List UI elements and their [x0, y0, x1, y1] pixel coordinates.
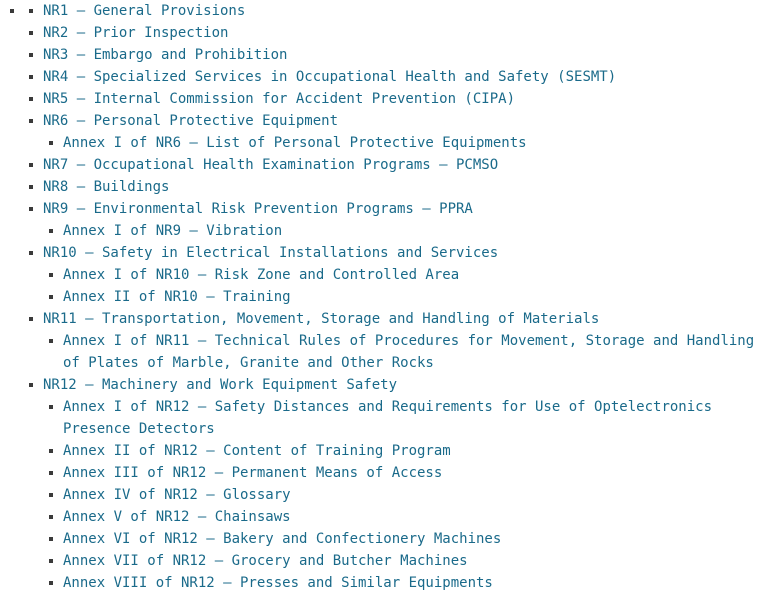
- bullet-icon: [29, 75, 33, 79]
- nr5-link[interactable]: NR5 – Internal Commission for Accident Prevention (CIPA): [43, 91, 516, 107]
- list-item-nr12-annex5: [0, 506, 767, 528]
- bullet-icon: [49, 141, 53, 145]
- list-item-nr1: [0, 0, 767, 22]
- nr9-link[interactable]: NR9 – Environmental Risk Prevention Programs – PPRA: [43, 201, 473, 217]
- bullet-icon: [49, 537, 53, 541]
- bullet-icon: [49, 229, 53, 233]
- bullet-icon: [29, 383, 33, 387]
- nr12-annex8-link[interactable]: Annex VIII of NR12 – Presses and Similar Equipments: [63, 575, 493, 591]
- list-item-nr12: [0, 374, 767, 396]
- list-item-nr12-annex4: [0, 484, 767, 506]
- bullet-icon: [10, 9, 14, 13]
- bullet-icon: [49, 515, 53, 519]
- list-item-nr12-annex3: [0, 462, 767, 484]
- bullet-icon: [29, 185, 33, 189]
- nr6-annex1-link[interactable]: Annex I of NR6 – List of Personal Protective Equipments: [63, 135, 527, 151]
- bullet-icon: [29, 163, 33, 167]
- bullet-icon: [49, 471, 53, 475]
- nr6-link[interactable]: NR6 – Personal Protective Equipment: [43, 113, 339, 129]
- nr12-annex2-link[interactable]: Annex II of NR12 – Content of Training Program: [63, 443, 451, 459]
- list-item-nr8: [0, 176, 767, 198]
- list-item-nr12-annex7: [0, 550, 767, 572]
- list-item-nr2: [0, 22, 767, 44]
- nr12-annex4-link[interactable]: Annex IV of NR12 – Glossary: [63, 487, 291, 503]
- bullet-icon: [49, 405, 53, 409]
- nr3-link[interactable]: NR3 – Embargo and Prohibition: [43, 47, 288, 63]
- nr11-link[interactable]: NR11 – Transportation, Movement, Storage and Handling of Materials: [43, 311, 600, 327]
- list-item-nr10: [0, 242, 767, 264]
- nr11-annex1-link[interactable]: Annex I of NR11 – Technical Rules of Procedures for Movement, Storage and Handling of Plates of Marble, Granite and Other Rocks: [63, 333, 755, 371]
- nr10-link[interactable]: NR10 – Safety in Electrical Installations and Services: [43, 245, 499, 261]
- bullet-icon: [29, 9, 33, 13]
- bullet-icon: [49, 493, 53, 497]
- list-item-nr10-annex2: [0, 286, 767, 308]
- list-item-nr11-annex1: [0, 330, 763, 374]
- list-item-nr6-annex1: [0, 132, 767, 154]
- list-item-nr4: [0, 66, 767, 88]
- list-item-nr12-annex1: [0, 396, 763, 440]
- list-item-nr12-annex2: [0, 440, 767, 462]
- nr12-annex7-link[interactable]: Annex VII of NR12 – Grocery and Butcher Machines: [63, 553, 468, 569]
- nr8-link[interactable]: NR8 – Buildings: [43, 179, 170, 195]
- bullet-icon: [49, 339, 53, 343]
- nr7-link[interactable]: NR7 – Occupational Health Examination Programs – PCMSO: [43, 157, 499, 173]
- list-item-nr9-annex1: [0, 220, 767, 242]
- list-item-nr5: [0, 88, 767, 110]
- nr12-link[interactable]: NR12 – Machinery and Work Equipment Safety: [43, 377, 398, 393]
- nr12-annex3-link[interactable]: Annex III of NR12 – Permanent Means of Access: [63, 465, 443, 481]
- list-item-nr6: [0, 110, 767, 132]
- bullet-icon: [29, 97, 33, 101]
- list-item-nr11: [0, 308, 767, 330]
- nr9-annex1-link[interactable]: Annex I of NR9 – Vibration: [63, 223, 283, 239]
- list-item-nr12-annex6: [0, 528, 767, 550]
- list-item-nr9: [0, 198, 767, 220]
- nr10-annex2-link[interactable]: Annex II of NR10 – Training: [63, 289, 291, 305]
- bullet-icon: [49, 559, 53, 563]
- list-item-nr10-annex1: [0, 264, 767, 286]
- nr1-link[interactable]: NR1 – General Provisions: [43, 3, 246, 19]
- nr12-annex5-link[interactable]: Annex V of NR12 – Chainsaws: [63, 509, 291, 525]
- bullet-icon: [49, 449, 53, 453]
- bullet-icon: [29, 31, 33, 35]
- bullet-icon: [49, 273, 53, 277]
- bullet-icon: [29, 317, 33, 321]
- list-item-nr7: [0, 154, 767, 176]
- list-item-nr3: [0, 44, 767, 66]
- nr2-link[interactable]: NR2 – Prior Inspection: [43, 25, 229, 41]
- nr12-annex6-link[interactable]: Annex VI of NR12 – Bakery and Confectionery Machines: [63, 531, 502, 547]
- nr12-annex1-link[interactable]: Annex I of NR12 – Safety Distances and Requirements for Use of Optelectronics Presence Detectors: [63, 399, 713, 437]
- bullet-icon: [49, 581, 53, 585]
- nr4-link[interactable]: NR4 – Specialized Services in Occupational Health and Safety (SESMT): [43, 69, 617, 85]
- bullet-icon: [29, 207, 33, 211]
- bullet-icon: [29, 53, 33, 57]
- bullet-icon: [29, 251, 33, 255]
- nr10-annex1-link[interactable]: Annex I of NR10 – Risk Zone and Controlled Area: [63, 267, 460, 283]
- bullet-icon: [29, 119, 33, 123]
- bullet-icon: [49, 295, 53, 299]
